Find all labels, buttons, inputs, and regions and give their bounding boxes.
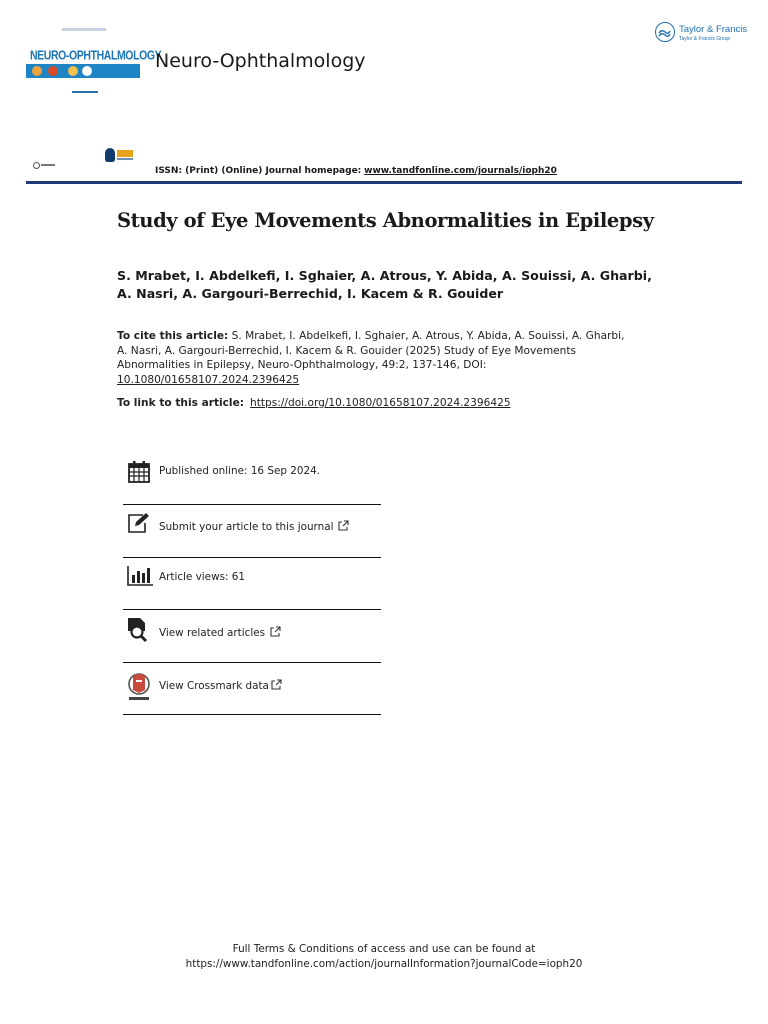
article-link-line: [117, 397, 511, 409]
divider: [123, 714, 381, 715]
cite-label: To cite this article:: [117, 330, 229, 342]
journal-homepage-link[interactable]: www.tandfonline.com/journals/ioph20: [364, 166, 557, 176]
search-document-icon: [127, 617, 151, 641]
divider: [123, 609, 381, 610]
journal-cover-thumbnail: [26, 26, 162, 176]
issn-line: [155, 166, 557, 176]
taylor-francis-logo[interactable]: [655, 22, 750, 48]
terms-url[interactable]: https://www.tandfonline.com/action/journalInformation?journalCode=ioph20: [185, 958, 583, 970]
external-link-icon: [270, 626, 281, 640]
calendar-icon: [127, 460, 151, 484]
published-online-row: [123, 458, 380, 510]
journal-name: Neuro-Ophthalmology: [155, 50, 366, 72]
article-authors: S. Mrabet, I. Abdelkefi, I. Sghaier, A. Atrous, Y. Abida, A. Souissi, A. Gharbi, A. Nasri, A. Gargouri-Berrechid, I. Kacem & R. Gouider: [117, 268, 652, 301]
publisher-group: Taylor & Francis Group: [679, 36, 731, 42]
external-link-icon: [338, 520, 349, 534]
article-views-row: [123, 563, 380, 615]
cover-masthead: NEURO-OPHTHALMOLOGY: [30, 48, 162, 63]
terms-text: Full Terms & Conditions of access and use can be found at: [232, 943, 536, 955]
cite-doi-link[interactable]: 10.1080/01658107.2024.2396425: [117, 373, 300, 386]
published-date-label: Published online: 16 Sep 2024.: [159, 465, 320, 477]
article-title: Study of Eye Movements Abnormalities in Epilepsy: [117, 209, 654, 232]
external-link-icon: [271, 679, 282, 693]
bar-chart-icon: [127, 565, 151, 589]
link-label: To link to this article:: [117, 397, 244, 409]
crossmark-icon: [125, 672, 149, 696]
related-articles-row[interactable]: [123, 615, 380, 667]
submit-article-link[interactable]: Submit your article to this journal: [159, 521, 334, 533]
issn-text: ISSN: (Print) (Online) Journal homepage:: [155, 166, 362, 176]
article-doi-link[interactable]: https://doi.org/10.1080/01658107.2024.2396425: [250, 397, 511, 409]
divider: [123, 504, 381, 505]
crossmark-link[interactable]: View Crossmark data: [159, 680, 269, 692]
divider: [123, 662, 381, 663]
related-articles-link[interactable]: View related articles: [159, 627, 266, 639]
publisher-mini-logo: [33, 162, 55, 168]
header-divider: [26, 181, 742, 184]
terms-footer: [0, 942, 768, 972]
citation-block: [117, 329, 637, 387]
divider: [123, 557, 381, 558]
society-logo: [104, 146, 136, 168]
submit-article-row[interactable]: [123, 510, 380, 562]
publisher-name: Taylor & Francis: [679, 24, 748, 35]
cite-text: S. Mrabet, I. Abdelkefi, I. Sghaier, A. Atrous, Y. Abida, A. Souissi, A. Gharbi, A. Nasri, A. Gargouri-Berrechid, I. Kacem & R. Gouider (2025) Study of Eye Movements Abnormalities in Epilepsy, Neuro-Ophthalmology, 49:2, 137-146, DOI:: [117, 330, 625, 371]
article-views-label: Article views: 61: [159, 571, 246, 583]
crossmark-row[interactable]: [123, 668, 380, 720]
edit-icon: [127, 512, 151, 536]
